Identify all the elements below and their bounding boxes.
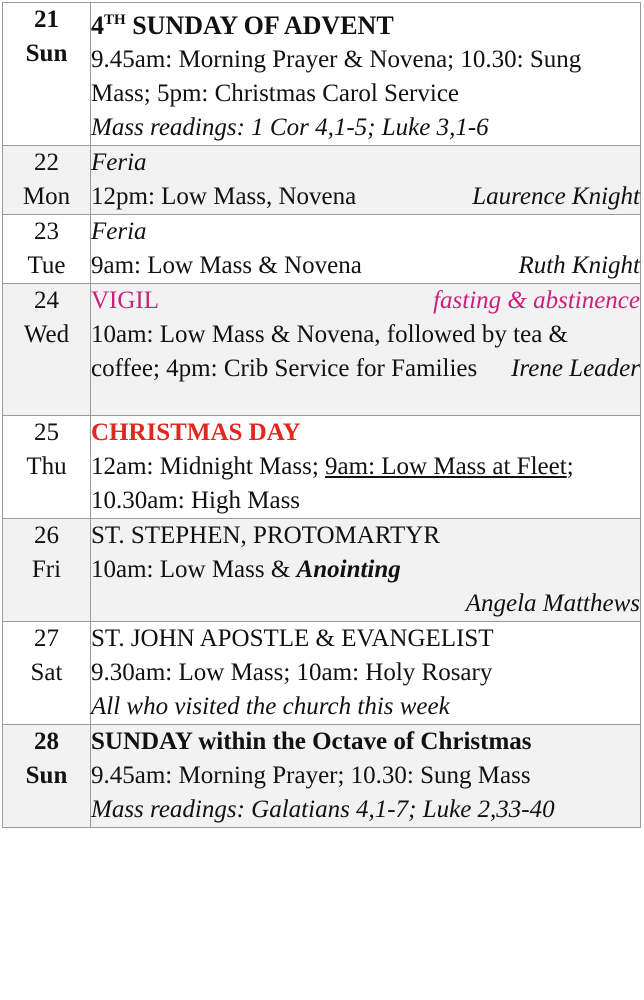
- fleet-mass-link[interactable]: 9am: Low Mass at Fleet: [325, 453, 567, 480]
- day-cell: [3, 284, 91, 416]
- weekday: Wed: [23, 321, 70, 348]
- schedule-line: [91, 249, 640, 283]
- table-row: [3, 284, 641, 416]
- day-details: [91, 146, 641, 215]
- intention: Angela Matthews: [465, 590, 640, 617]
- day-details: [91, 416, 641, 519]
- feast-title: 4TH SUNDAY OF ADVENT: [91, 11, 394, 40]
- date-number: 26: [34, 522, 59, 549]
- intention: All who visited the church this week: [91, 693, 450, 720]
- day-cell: [3, 519, 91, 622]
- feast-title: SUNDAY within the Octave of Christmas: [91, 728, 532, 755]
- intention: Laurence Knight: [472, 183, 640, 210]
- date-number: 28: [34, 728, 59, 755]
- schedule-text: 10am: Low Mass & Novena, followed by tea & coffee; 4pm: Crib Service for Families: [91, 321, 568, 382]
- weekday: Sat: [30, 659, 63, 686]
- date-number: 22: [34, 149, 59, 176]
- day-cell: [3, 3, 91, 146]
- table-row: [3, 622, 641, 725]
- date-number: 25: [34, 419, 59, 446]
- schedule-text: 9am: Low Mass & Novena: [91, 252, 362, 279]
- mass-readings: Mass readings: 1 Cor 4,1-5; Luke 3,1-6: [91, 114, 489, 141]
- table-row: [3, 215, 641, 284]
- day-cell: [3, 146, 91, 215]
- table-row: [3, 519, 641, 622]
- schedule-text: 9.45am: Morning Prayer & Novena; 10.30: Sung Mass; 5pm: Christmas Carol Service: [91, 46, 582, 107]
- schedule-text: 12am: Midnight Mass; 9am: Low Mass at Fleet; 10.30am: High Mass: [91, 453, 574, 514]
- day-cell: [3, 215, 91, 284]
- mass-readings: Mass readings: Galatians 4,1-7; Luke 2,33-40: [91, 796, 555, 823]
- weekday: Thu: [26, 453, 67, 480]
- intention: Ruth Knight: [518, 252, 640, 279]
- day-details: [91, 519, 641, 622]
- date-number: 21: [34, 6, 59, 33]
- feast-title: ST. JOHN APOSTLE & EVANGELIST: [91, 625, 494, 652]
- weekday: Sun: [25, 762, 68, 789]
- feast-title: Feria: [91, 149, 147, 176]
- schedule-text: 9.30am: Low Mass; 10am: Holy Rosary: [91, 659, 493, 686]
- table-row: [3, 725, 641, 828]
- weekday: Sun: [25, 40, 68, 67]
- feast-title: Feria: [91, 218, 147, 245]
- table-row: [3, 3, 641, 146]
- day-cell: [3, 416, 91, 519]
- weekday: Fri: [31, 556, 62, 583]
- schedule-text: 10am: Low Mass & Anointing: [91, 556, 401, 583]
- weekday: Mon: [22, 183, 71, 210]
- feast-title: VIGIL: [91, 287, 160, 314]
- table-row: [3, 146, 641, 215]
- calendar-table: [2, 2, 641, 828]
- schedule-text: 12pm: Low Mass, Novena: [91, 183, 357, 210]
- feast-title: ST. STEPHEN, PROTOMARTYR: [91, 522, 441, 549]
- schedule-line: [91, 180, 640, 214]
- fasting-note: fasting & abstinence: [433, 287, 640, 314]
- day-details: [91, 284, 641, 416]
- weekday: Tue: [27, 252, 66, 279]
- day-details: [91, 215, 641, 284]
- day-cell: [3, 622, 91, 725]
- date-number: 27: [34, 625, 59, 652]
- day-details: [91, 725, 641, 828]
- table-row: [3, 416, 641, 519]
- feast-title-line: [91, 284, 640, 318]
- date-number: 23: [34, 218, 59, 245]
- intention: Irene Leader: [511, 355, 640, 382]
- date-number: 24: [34, 287, 59, 314]
- day-cell: [3, 725, 91, 828]
- feast-title: CHRISTMAS DAY: [91, 419, 301, 446]
- day-details: [91, 3, 641, 146]
- day-details: [91, 622, 641, 725]
- schedule-text: 9.45am: Morning Prayer; 10.30: Sung Mass: [91, 762, 531, 789]
